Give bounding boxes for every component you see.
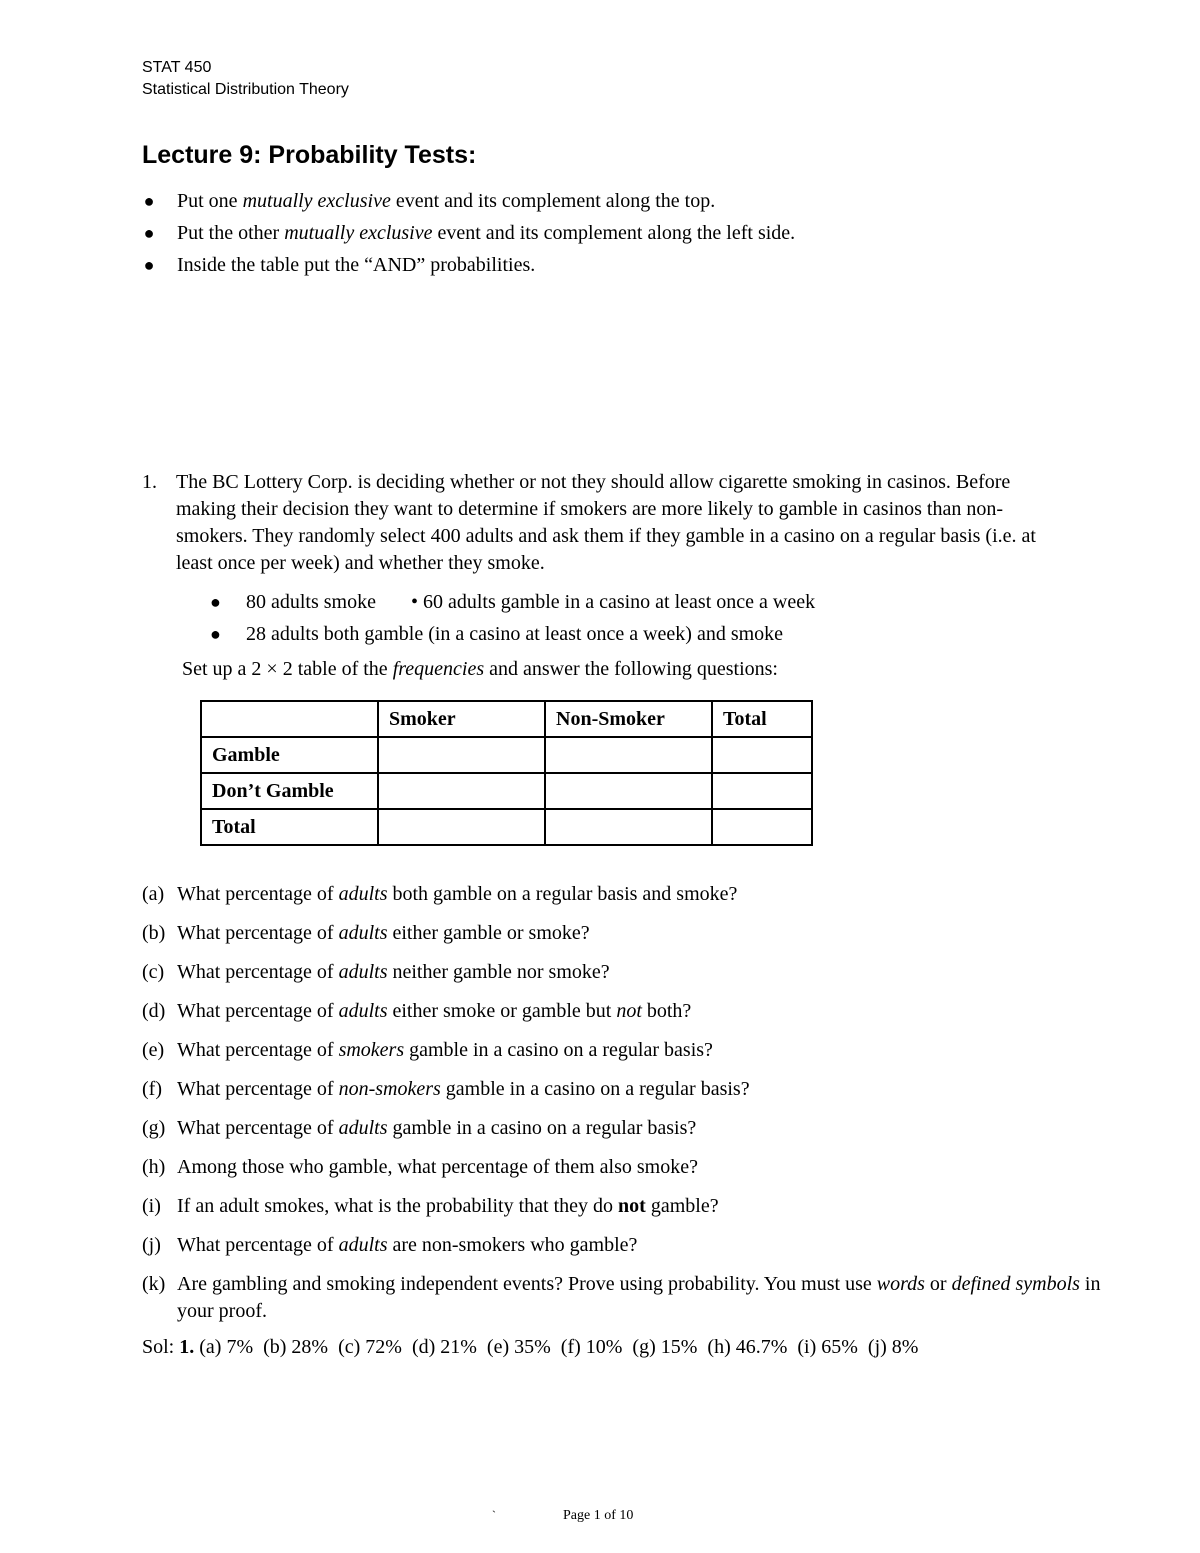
question-item xyxy=(142,1271,1102,1325)
course-subtitle: Statistical Distribution Theory xyxy=(142,81,349,98)
question-letter: (e) xyxy=(142,1039,165,1061)
table-corner-cell xyxy=(201,701,378,737)
problem-number: 1. xyxy=(142,471,157,493)
question-text: What percentage of adults either gamble or smoke? xyxy=(177,922,590,944)
question-item xyxy=(142,1037,1102,1064)
bullet-item xyxy=(142,186,1142,218)
lecture-title: Lecture 9: Probability Tests: xyxy=(142,141,477,169)
problem-statement xyxy=(142,469,1072,577)
table-cell xyxy=(545,809,712,845)
row-header-gamble: Gamble xyxy=(201,737,378,773)
question-letter: (g) xyxy=(142,1117,166,1139)
table-cell xyxy=(712,737,812,773)
page-number: Page 1 of 10 xyxy=(563,1508,634,1523)
question-letter: (d) xyxy=(142,1000,166,1022)
solution-answers: (a) 7% (b) 28% (c) 72% (d) 21% (e) 35% (f) 10% (g) 15% (h) 46.7% (i) 65% (j) 8% xyxy=(194,1336,919,1358)
solution-label: Sol: xyxy=(142,1336,180,1358)
question-text: What percentage of adults neither gamble nor smoke? xyxy=(177,961,610,983)
bullet-icon: ● xyxy=(210,592,221,612)
solution-number: 1. xyxy=(179,1336,195,1358)
question-item xyxy=(142,1193,1102,1220)
bullet-text: Inside the table put the “AND” probabilities. xyxy=(177,254,536,276)
question-letter: (i) xyxy=(142,1195,161,1217)
bullet-icon: ● xyxy=(143,191,155,211)
question-text: Among those who gamble, what percentage of them also smoke? xyxy=(177,1156,698,1178)
question-item xyxy=(142,1154,1102,1181)
table-instructions: Set up a 2 × 2 table of the frequencies and answer the following questions: xyxy=(182,658,778,680)
bullet-text: Put one mutually exclusive event and its complement along the top. xyxy=(177,190,716,212)
column-header-non-smoker: Non-Smoker xyxy=(545,701,712,737)
question-letter: (j) xyxy=(142,1234,161,1256)
frequency-table xyxy=(200,700,813,846)
question-item xyxy=(142,881,1102,908)
bullet-icon: ● xyxy=(210,624,221,644)
table-cell xyxy=(545,737,712,773)
instruction-bullets xyxy=(142,186,1142,282)
bullet-icon: ● xyxy=(143,255,155,275)
question-item xyxy=(142,1232,1102,1259)
row-header-total: Total xyxy=(201,809,378,845)
problem-text: The BC Lottery Corp. is deciding whether or not they should allow cigarette smoking in casinos. Before making their decision they want to determine if smokers are more likely to gamble in casinos than non-smokers. They randomly select 400 adults and ask them if they gamble in a casino on a regular basis (i.e. at least once per week) and whether they smoke. xyxy=(176,471,1036,574)
footer-mark: ` xyxy=(492,1508,496,1522)
row-header-dont-gamble: Don’t Gamble xyxy=(201,773,378,809)
question-letter: (b) xyxy=(142,922,166,944)
question-text: What percentage of adults are non-smokers who gamble? xyxy=(177,1234,638,1256)
table-cell xyxy=(545,773,712,809)
question-letter: (h) xyxy=(142,1156,166,1178)
table-row xyxy=(201,737,812,773)
table-cell xyxy=(378,773,545,809)
question-text: What percentage of adults gamble in a casino on a regular basis? xyxy=(177,1117,697,1139)
question-letter: (k) xyxy=(142,1273,166,1295)
question-text: What percentage of adults both gamble on a regular basis and smoke? xyxy=(177,883,738,905)
document-header xyxy=(142,57,349,101)
bullet-item xyxy=(142,218,1142,250)
question-item xyxy=(142,1076,1102,1103)
question-item xyxy=(142,920,1102,947)
bullet-item xyxy=(142,250,1142,282)
table-header-row xyxy=(201,701,812,737)
question-item xyxy=(142,998,1102,1025)
table-cell xyxy=(712,809,812,845)
question-text: Are gambling and smoking independent events? Prove using probability. You must use words or defined symbols in your proof. xyxy=(177,1273,1101,1322)
question-letter: (c) xyxy=(142,961,165,983)
question-letter: (a) xyxy=(142,883,165,905)
question-text: What percentage of adults either smoke or gamble but not both? xyxy=(177,1000,692,1022)
table-cell xyxy=(712,773,812,809)
question-letter: (f) xyxy=(142,1078,162,1100)
table-cell xyxy=(378,737,545,773)
table-cell xyxy=(378,809,545,845)
question-item xyxy=(142,1115,1102,1142)
table-row xyxy=(201,773,812,809)
question-item xyxy=(142,959,1102,986)
bullet-icon: ● xyxy=(143,223,155,243)
question-text: What percentage of smokers gamble in a casino on a regular basis? xyxy=(177,1039,713,1061)
table-row xyxy=(201,809,812,845)
bullet-text: Put the other mutually exclusive event and its complement along the left side. xyxy=(177,222,796,244)
solution-line xyxy=(142,1336,918,1359)
course-code: STAT 450 xyxy=(142,59,212,76)
column-header-smoker: Smoker xyxy=(378,701,545,737)
question-text: What percentage of non-smokers gamble in a casino on a regular basis? xyxy=(177,1078,750,1100)
column-header-total: Total xyxy=(712,701,812,737)
question-text: If an adult smokes, what is the probability that they do not gamble? xyxy=(177,1195,719,1217)
question-list xyxy=(142,881,1102,1337)
